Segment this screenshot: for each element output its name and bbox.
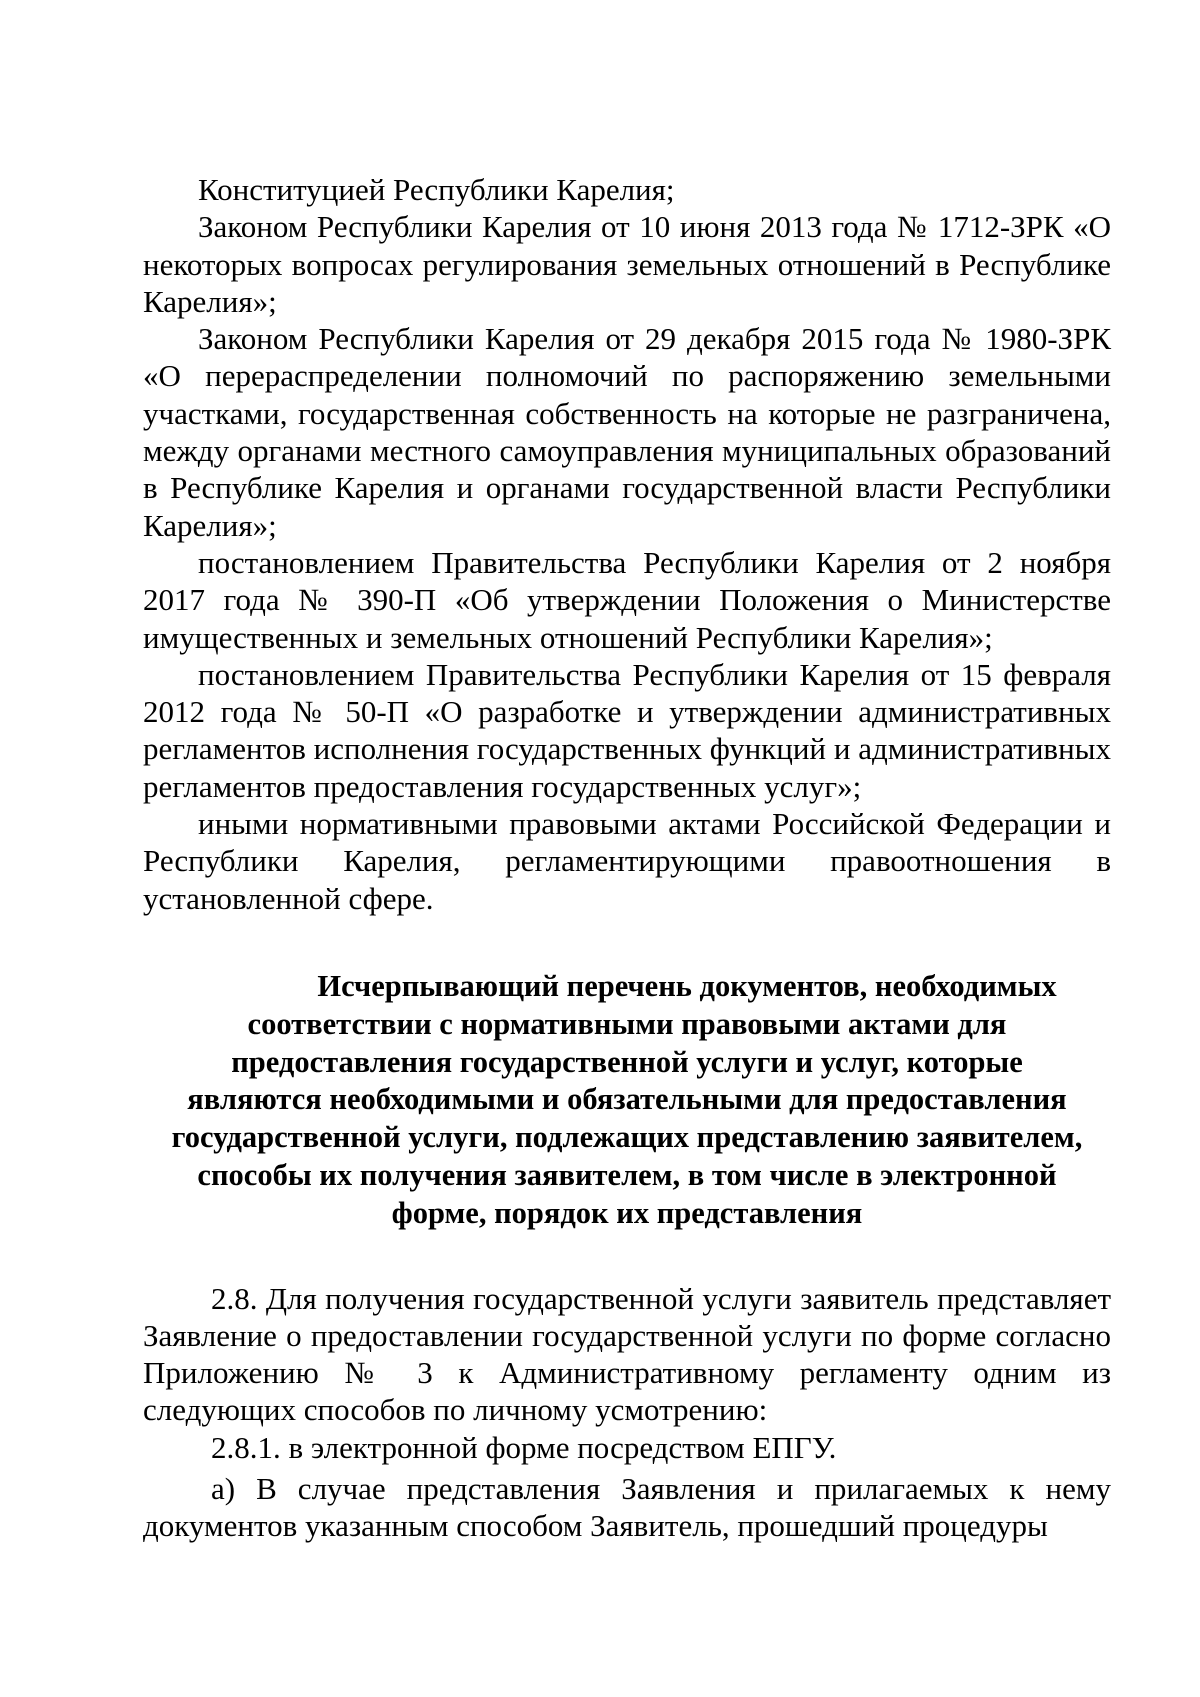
paragraph-2-8: 2.8. Для получения государственной услуги заявитель представляет Заявление о предоставлении государственной услуги по форме согласно Приложению № 3 к Административному регламенту одним из следующих способов по личному усмотрению: xyxy=(143,1280,1111,1428)
section-heading-line: Исчерпывающий перечень документов, необходимых xyxy=(317,968,1057,1003)
section-heading-line: способы их получения заявителем, в том числе в электронной xyxy=(197,1157,1057,1192)
legal-basis-item-3: Законом Республики Карелия от 29 декабря 2015 года № 1980-ЗРК «О перераспределении полномочий по распоряжению земельными участками, государственная собственность на которые не разграничена, между органами местного самоуправления муниципальных образований в Республике Карелия и органами государственной власти Республики Карелия»; xyxy=(143,321,1111,543)
legal-basis-item-6: иными нормативными правовыми актами Российской Федерации и Республики Карелия, регламентирующими правоотношения в установленной сфере. xyxy=(143,806,1111,916)
paragraph-a: а) В случае представления Заявления и прилагаемых к нему документов указанным способом Заявитель, прошедший процедуры xyxy=(143,1471,1111,1544)
section-heading-line: соответствии с нормативными правовыми актами для xyxy=(247,1006,1007,1041)
section-spacer xyxy=(143,917,1111,968)
section-heading-line: государственной услуги, подлежащих представлению заявителем, xyxy=(171,1120,1083,1155)
section-heading-line: являются необходимыми и обязательными для предоставления xyxy=(187,1082,1067,1117)
legal-basis-item-1: Конституцией Республики Карелия; xyxy=(198,172,675,207)
section-spacer xyxy=(143,1233,1111,1280)
section-heading-line: предоставления государственной услуги и услуг, которые xyxy=(231,1044,1023,1079)
legal-basis-item-2: Законом Республики Карелия от 10 июня 2013 года № 1712-ЗРК «О некоторых вопросах регулирования земельных отношений в Республике Карелия»; xyxy=(143,209,1111,319)
legal-basis-item-4: постановлением Правительства Республики Карелия от 2 ноября 2017 года № 390-П «Об утверждении Положения о Министерстве имущественных и земельных отношений Республики Карелия»; xyxy=(143,544,1111,655)
section-heading-line: форме, порядок их представления xyxy=(391,1195,863,1230)
paragraph-2-8-1: 2.8.1. в электронной форме посредством ЕПГУ. xyxy=(211,1429,837,1465)
section-heading xyxy=(143,968,1111,1233)
legal-basis-item-5: постановлением Правительства Республики Карелия от 15 февраля 2012 года № 50-П «О разработке и утверждении административных регламентов исполнения государственных функций и административных регламентов предоставления государственных услуг»; xyxy=(143,656,1111,804)
page-content xyxy=(143,171,1111,1545)
